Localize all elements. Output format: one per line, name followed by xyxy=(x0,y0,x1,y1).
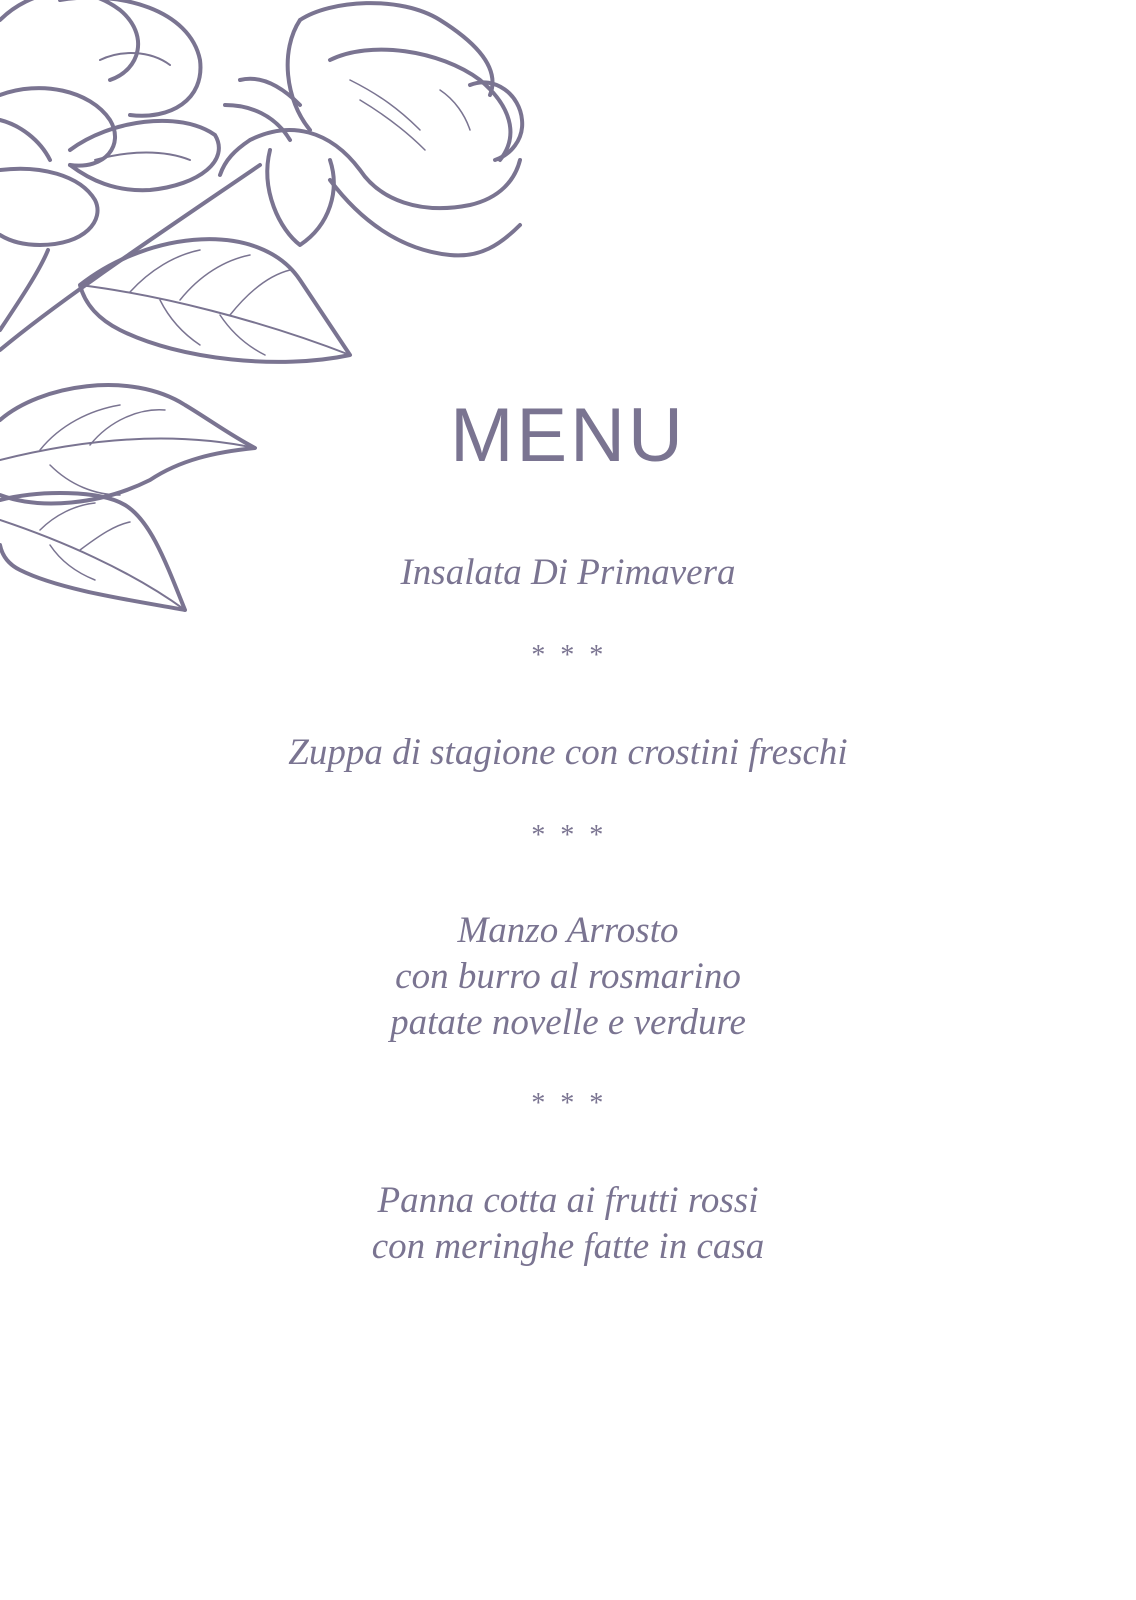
course-line: Panna cotta ai frutti rossi xyxy=(377,1180,759,1221)
course-separator: * * * xyxy=(530,820,606,851)
course-line: Insalata Di Primavera xyxy=(400,552,736,593)
floral-illustration-icon xyxy=(0,0,560,640)
course-soup xyxy=(0,730,1136,776)
menu-title: MENU xyxy=(450,393,686,478)
course-dessert xyxy=(0,1178,1136,1270)
course-main xyxy=(0,908,1136,1046)
course-line: Manzo Arrosto xyxy=(457,910,679,951)
course-line: con burro al rosmarino xyxy=(395,956,741,997)
course-starter xyxy=(0,550,1136,596)
course-line: Zuppa di stagione con crostini freschi xyxy=(288,732,848,773)
course-line: con meringhe fatte in casa xyxy=(371,1226,765,1267)
course-line: patate novelle e verdure xyxy=(390,1002,746,1043)
course-separator: * * * xyxy=(530,1088,606,1119)
course-separator: * * * xyxy=(530,640,606,671)
